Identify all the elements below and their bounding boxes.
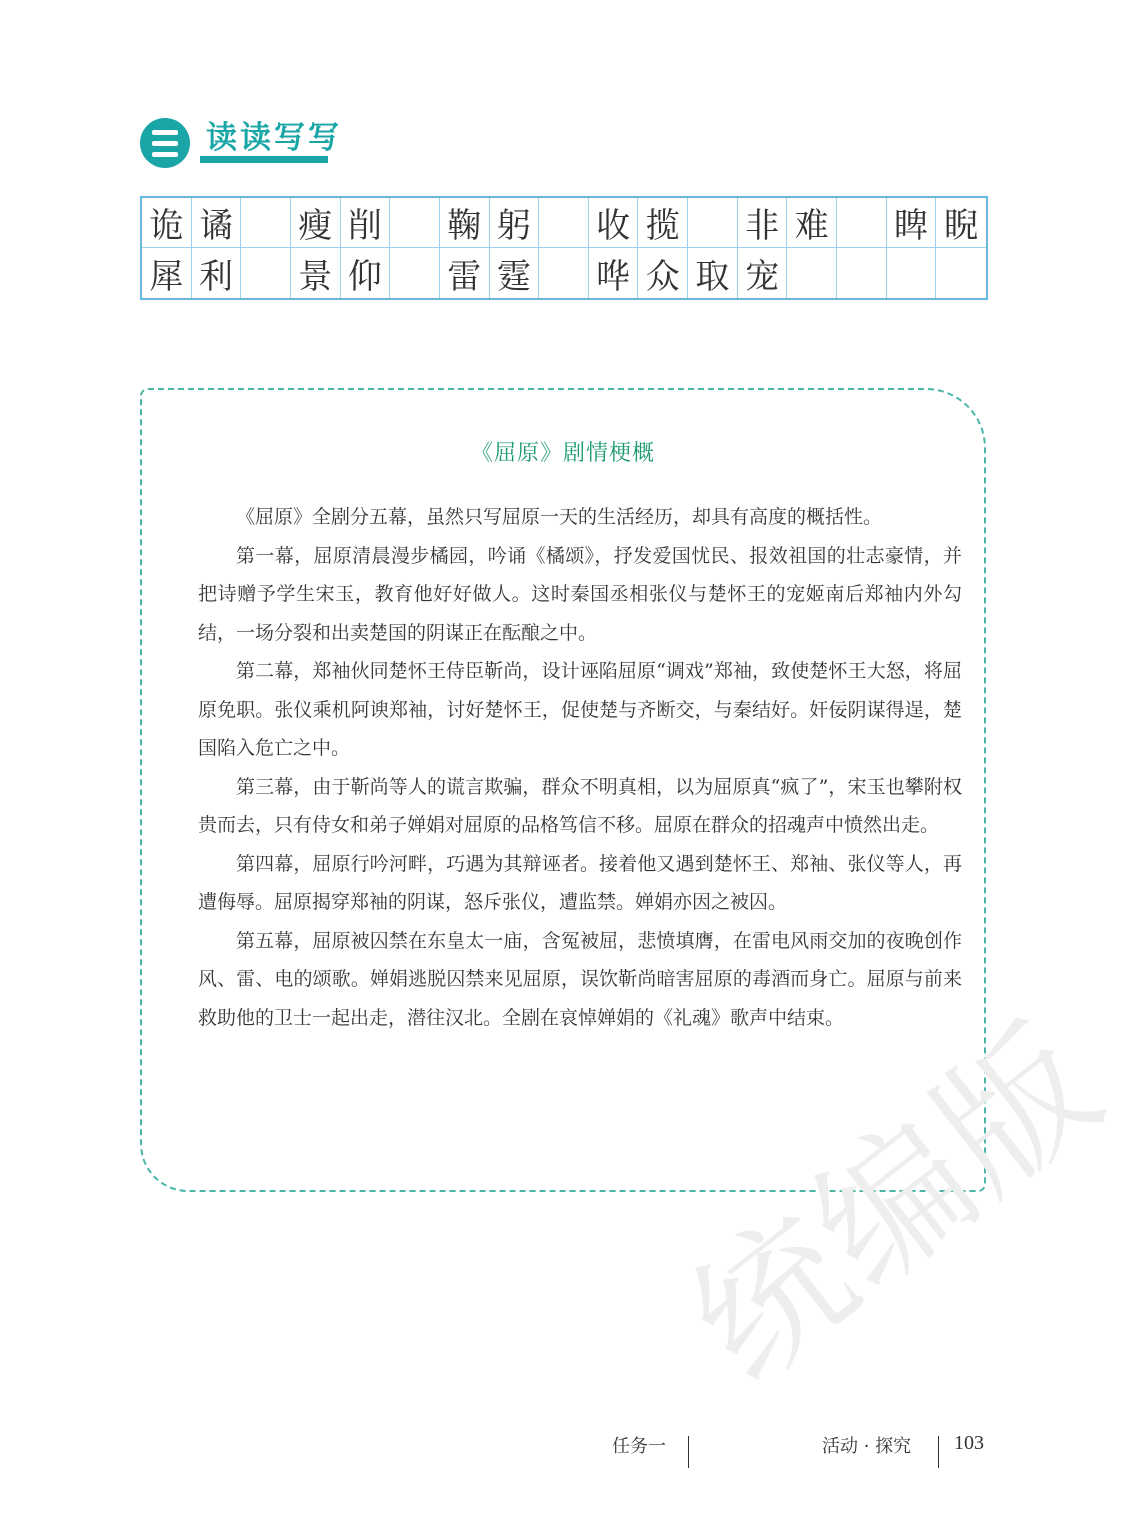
- grid-cell: [241, 198, 291, 248]
- writing-grid: [140, 196, 988, 300]
- grid-cell: [837, 198, 887, 248]
- paragraph: 《屈原》全剧分五幕，虽然只写屈原一天的生活经历，却具有高度的概括性。: [236, 506, 883, 528]
- grid-cell: [390, 198, 440, 248]
- section-number-icon: [140, 118, 190, 168]
- grid-cell: [688, 198, 738, 248]
- grid-cell: [241, 248, 291, 298]
- synopsis-body: [198, 498, 962, 1037]
- footer-separator: [938, 1436, 939, 1468]
- grid-cell: 宠: [738, 248, 788, 298]
- footer-activity: 活动 · 探究: [822, 1436, 912, 1457]
- grid-cell: [936, 248, 986, 298]
- footer-task: 任务一: [612, 1436, 666, 1457]
- grid-cell: 诡: [142, 198, 192, 248]
- paragraph: 第五幕，屈原被囚禁在东皇太一庙，含冤被屈，悲愤填膺，在雷电风雨交加的夜晚创作风、雷、电的颂歌。婵娟逃脱囚禁来见屈原，误饮靳尚暗害屈原的毒酒而身亡。屈原与前来救助他的卫士一起出走，潜往汉北。全剧在哀悼婵娟的《礼魂》歌声中结束。: [198, 929, 962, 1029]
- paragraph: 第一幕，屈原清晨漫步橘园，吟诵《橘颂》，抒发爱国忧民、报效祖国的壮志豪情，并把诗赠予学生宋玉，教育他好好做人。这时秦国丞相张仪与楚怀王的宠姬南后郑袖内外勾结，一场分裂和出卖楚国的阴谋正在酝酿之中。: [198, 544, 962, 644]
- grid-cell: 霆: [490, 248, 540, 298]
- footer-separator: [688, 1436, 689, 1468]
- grid-cell: 躬: [490, 198, 540, 248]
- paragraph: 第四幕，屈原行吟河畔，巧遇为其辩诬者。接着他又遇到楚怀王、郑袖、张仪等人，再遭侮辱。屈原揭穿郑袖的阴谋，怒斥张仪，遭监禁。婵娟亦因之被囚。: [198, 852, 962, 913]
- paragraph: 第二幕，郑袖伙同楚怀王侍臣靳尚，设计诬陷屈原“调戏”郑袖，致使楚怀王大怒，将屈原免职。张仪乘机阿谀郑袖，讨好楚怀王，促使楚与齐断交，与秦结好。奸佞阴谋得逞，楚国陷入危亡之中。: [198, 660, 962, 759]
- grid-cell: 难: [787, 198, 837, 248]
- section-title: 读读写写: [206, 120, 342, 156]
- grid-cell: 犀: [142, 248, 192, 298]
- grid-cell: 利: [192, 248, 242, 298]
- grid-cell: 睥: [887, 198, 937, 248]
- grid-cell: [539, 198, 589, 248]
- grid-cell: 取: [688, 248, 738, 298]
- grid-cell: 景: [291, 248, 341, 298]
- edition-watermark: 统编版: [661, 993, 1133, 1415]
- grid-cell: 哗: [589, 248, 639, 298]
- grid-cell: [837, 248, 887, 298]
- grid-cell: 谲: [192, 198, 242, 248]
- paragraph: 第三幕，由于靳尚等人的谎言欺骗，群众不明真相，以为屈原真“疯了”，宋玉也攀附权贵而去，只有侍女和弟子婵娟对屈原的品格笃信不移。屈原在群众的招魂声中愤然出走。: [198, 775, 962, 836]
- synopsis-title: 《屈原》剧情梗概: [470, 441, 655, 466]
- grid-cell: 瘦: [291, 198, 341, 248]
- grid-cell: 削: [341, 198, 391, 248]
- grid-cell: 揽: [638, 198, 688, 248]
- grid-cell: 雷: [440, 248, 490, 298]
- grid-cell: [787, 248, 837, 298]
- grid-cell: 非: [738, 198, 788, 248]
- grid-cell: 鞠: [440, 198, 490, 248]
- grid-cell: [390, 248, 440, 298]
- grid-cell: 仰: [341, 248, 391, 298]
- grid-cell: [887, 248, 937, 298]
- grid-cell: 众: [638, 248, 688, 298]
- grid-cell: [539, 248, 589, 298]
- grid-cell: 收: [589, 198, 639, 248]
- grid-cell: 睨: [936, 198, 986, 248]
- page-number: 103: [954, 1432, 984, 1454]
- section-underline: [200, 156, 328, 163]
